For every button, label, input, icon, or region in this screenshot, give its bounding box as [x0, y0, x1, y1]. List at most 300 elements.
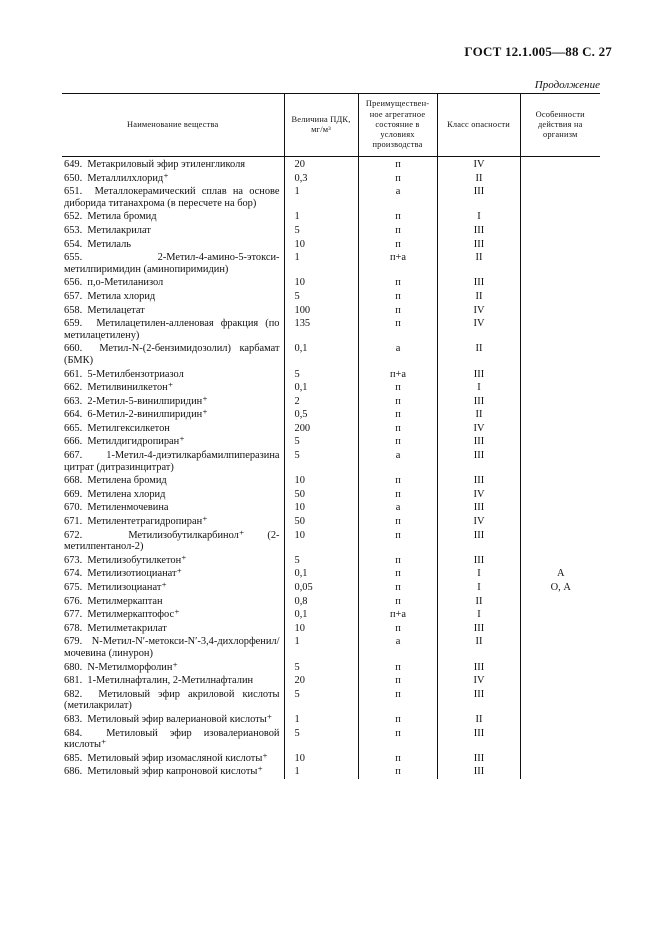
- hazard-class-cell: I: [437, 210, 520, 224]
- pdk-value-cell: 10: [284, 752, 358, 766]
- body-effect-cell: [520, 674, 600, 688]
- substance-name-cell: [62, 474, 284, 488]
- table-row: [62, 395, 600, 409]
- pdk-value-cell: 10: [284, 622, 358, 636]
- table-row: [62, 368, 600, 382]
- hazard-class-cell: II: [437, 290, 520, 304]
- pdk-value-cell: 1: [284, 251, 358, 276]
- substance-name: Метилизобутилкарбинол⁺ (2-метилпентанол-2): [64, 529, 280, 553]
- substance-name-cell: [62, 622, 284, 636]
- row-number: 667.: [64, 450, 83, 462]
- row-number: 683.: [64, 713, 83, 725]
- aggregate-state-cell: а: [358, 635, 437, 660]
- pdk-value-cell: 2: [284, 395, 358, 409]
- substance-name: Метила бромид: [87, 211, 157, 223]
- table-row: [62, 185, 600, 210]
- row-number: 657.: [64, 290, 83, 302]
- pdk-value-cell: 10: [284, 501, 358, 515]
- substance-name: Метилизоцианат⁺: [87, 582, 167, 593]
- substance-name: Метилизобутилкетон⁺: [87, 554, 187, 566]
- aggregate-state-cell: п: [358, 661, 437, 675]
- pdk-value-cell: 200: [284, 422, 358, 436]
- row-number: 671.: [64, 516, 83, 528]
- body-effect-cell: [520, 622, 600, 636]
- column-header-class: Класс опасности: [437, 94, 520, 157]
- substance-name: Метилацетилен-алленовая фракция (по метилацетилену): [64, 318, 280, 341]
- body-effect-cell: [520, 185, 600, 210]
- substance-name: Металлокерамический сплав на основе диборида титанахрома (в пересчете на бор): [64, 186, 280, 209]
- body-effect-cell: [520, 381, 600, 395]
- row-number: 650.: [64, 172, 83, 184]
- body-effect-cell: [520, 238, 600, 252]
- hazard-class-cell: III: [437, 529, 520, 554]
- substance-name-cell: [62, 595, 284, 609]
- row-number: 669.: [64, 488, 83, 500]
- hazard-class-cell: I: [437, 581, 520, 595]
- pdk-value-cell: 5: [284, 435, 358, 449]
- body-effect-cell: [520, 276, 600, 290]
- hazard-class-cell: III: [437, 474, 520, 488]
- aggregate-state-cell: п: [358, 172, 437, 186]
- hazard-class-cell: III: [437, 238, 520, 252]
- substance-name-cell: [62, 501, 284, 515]
- pdk-value-cell: 5: [284, 727, 358, 752]
- pdk-value-cell: 5: [284, 290, 358, 304]
- substance-name-cell: [62, 581, 284, 595]
- table-row: [62, 752, 600, 766]
- hazard-class-cell: I: [437, 381, 520, 395]
- hazard-class-cell: IV: [437, 157, 520, 172]
- substance-name-cell: [62, 713, 284, 727]
- substances-table: [62, 93, 600, 779]
- body-effect-cell: [520, 765, 600, 779]
- table-row: [62, 635, 600, 660]
- body-effect-cell: [520, 501, 600, 515]
- table-row: [62, 674, 600, 688]
- aggregate-state-cell: п: [358, 317, 437, 342]
- table-row: [62, 688, 600, 713]
- aggregate-state-cell: п: [358, 210, 437, 224]
- hazard-class-cell: IV: [437, 422, 520, 436]
- table-row: [62, 317, 600, 342]
- body-effect-cell: [520, 422, 600, 436]
- substance-name-cell: [62, 276, 284, 290]
- substance-name-cell: [62, 381, 284, 395]
- substance-name: Метилгексилкетон: [87, 422, 170, 434]
- substance-name-cell: [62, 210, 284, 224]
- table-row: [62, 408, 600, 422]
- pdk-value-cell: 0,1: [284, 342, 358, 367]
- aggregate-state-cell: п: [358, 515, 437, 529]
- hazard-class-cell: II: [437, 408, 520, 422]
- substance-name-cell: [62, 304, 284, 318]
- body-effect-cell: [520, 449, 600, 474]
- substance-name-cell: [62, 224, 284, 238]
- substance-name: п,о-Метиланизол: [87, 277, 164, 289]
- substance-name-cell: [62, 290, 284, 304]
- table-row: [62, 567, 600, 581]
- table-row: [62, 381, 600, 395]
- aggregate-state-cell: п: [358, 290, 437, 304]
- row-number: 679.: [64, 636, 83, 648]
- substance-name-cell: [62, 529, 284, 554]
- table-row: [62, 251, 600, 276]
- pdk-value-cell: 0,5: [284, 408, 358, 422]
- aggregate-state-cell: п: [358, 395, 437, 409]
- aggregate-state-cell: п: [358, 238, 437, 252]
- aggregate-state-cell: а: [358, 185, 437, 210]
- hazard-class-cell: I: [437, 608, 520, 622]
- aggregate-state-cell: п: [358, 595, 437, 609]
- pdk-value-cell: 5: [284, 688, 358, 713]
- hazard-class-cell: III: [437, 661, 520, 675]
- substance-name: Метиловый эфир изомасляной кислоты⁺: [87, 752, 268, 764]
- hazard-class-cell: II: [437, 635, 520, 660]
- row-number: 673.: [64, 554, 83, 566]
- substance-name-cell: [62, 251, 284, 276]
- body-effect-cell: [520, 251, 600, 276]
- aggregate-state-cell: п: [358, 752, 437, 766]
- column-header-name: Наименование вещества: [62, 94, 284, 157]
- substance-name-cell: [62, 435, 284, 449]
- table-row: [62, 276, 600, 290]
- pdk-value-cell: 0,1: [284, 567, 358, 581]
- substance-name-cell: [62, 554, 284, 568]
- substance-name: Метиловый эфир валериановой кислоты⁺: [87, 713, 273, 725]
- substance-name: Метилацетат: [87, 304, 145, 316]
- column-header-state: Преимущественное агрегатное состояние в условиях производства: [358, 94, 437, 157]
- aggregate-state-cell: п+а: [358, 251, 437, 276]
- aggregate-state-cell: п: [358, 688, 437, 713]
- substance-name-cell: [62, 688, 284, 713]
- hazard-class-cell: II: [437, 713, 520, 727]
- pdk-value-cell: 1: [284, 713, 358, 727]
- row-number: 670.: [64, 502, 83, 514]
- pdk-value-cell: 10: [284, 474, 358, 488]
- table-row: [62, 501, 600, 515]
- hazard-class-cell: III: [437, 395, 520, 409]
- table-row: [62, 210, 600, 224]
- row-number: 672.: [64, 529, 83, 541]
- substance-name-cell: [62, 157, 284, 172]
- hazard-class-cell: III: [437, 185, 520, 210]
- substance-name: Метилаль: [87, 238, 132, 250]
- substance-name: Метилена хлорид: [87, 488, 166, 500]
- body-effect-cell: А: [520, 567, 600, 581]
- hazard-class-cell: III: [437, 752, 520, 766]
- pdk-value-cell: 0,1: [284, 381, 358, 395]
- row-number: 651.: [64, 186, 83, 198]
- pdk-value-cell: 5: [284, 554, 358, 568]
- pdk-value-cell: 5: [284, 661, 358, 675]
- row-number: 682.: [64, 688, 83, 700]
- aggregate-state-cell: а: [358, 449, 437, 474]
- pdk-value-cell: 1: [284, 765, 358, 779]
- substance-name: Метилмеркаптофос⁺: [87, 609, 180, 621]
- table-row: [62, 304, 600, 318]
- aggregate-state-cell: п: [358, 304, 437, 318]
- hazard-class-cell: II: [437, 251, 520, 276]
- table-header-row: [62, 94, 600, 157]
- substance-name: Метил-N-(2-бензимидозолил) карбамат (БМК): [64, 343, 280, 366]
- table-row: [62, 290, 600, 304]
- pdk-value-cell: 0,1: [284, 608, 358, 622]
- substance-name-cell: [62, 368, 284, 382]
- row-number: 661.: [64, 368, 83, 380]
- substance-name-cell: [62, 674, 284, 688]
- hazard-class-cell: III: [437, 276, 520, 290]
- pdk-value-cell: 20: [284, 674, 358, 688]
- pdk-value-cell: 50: [284, 488, 358, 502]
- aggregate-state-cell: п: [358, 276, 437, 290]
- aggregate-state-cell: п+а: [358, 368, 437, 382]
- substance-name: Метилмеркаптан: [87, 595, 163, 607]
- pdk-value-cell: 5: [284, 224, 358, 238]
- pdk-value-cell: 1: [284, 635, 358, 660]
- body-effect-cell: [520, 474, 600, 488]
- substance-name: 5-Метилбензотриазол: [87, 368, 184, 380]
- hazard-class-cell: IV: [437, 317, 520, 342]
- pdk-value-cell: 0,05: [284, 581, 358, 595]
- pdk-value-cell: 5: [284, 368, 358, 382]
- pdk-value-cell: 10: [284, 238, 358, 252]
- body-effect-cell: [520, 317, 600, 342]
- table-row: [62, 157, 600, 172]
- aggregate-state-cell: п: [358, 157, 437, 172]
- substance-name: 6-Метил-2-винилпиридин⁺: [87, 409, 208, 421]
- body-effect-cell: [520, 595, 600, 609]
- substance-name: Метиловый эфир акриловой кислоты (метилакрилат): [64, 688, 280, 712]
- hazard-class-cell: III: [437, 688, 520, 713]
- aggregate-state-cell: п: [358, 435, 437, 449]
- hazard-class-cell: IV: [437, 488, 520, 502]
- body-effect-cell: [520, 752, 600, 766]
- row-number: 660.: [64, 343, 83, 355]
- substance-name: Метилдигидропиран⁺: [87, 436, 185, 448]
- substance-name-cell: [62, 608, 284, 622]
- hazard-class-cell: III: [437, 622, 520, 636]
- substance-name: Метилизотиоцианат⁺: [87, 568, 183, 580]
- hazard-class-cell: IV: [437, 674, 520, 688]
- table-row: [62, 238, 600, 252]
- substance-name-cell: [62, 567, 284, 581]
- aggregate-state-cell: п: [358, 488, 437, 502]
- row-number: 677.: [64, 609, 83, 621]
- page-header: ГОСТ 12.1.005—88 С. 27: [464, 44, 612, 59]
- table-row: [62, 488, 600, 502]
- substance-name-cell: [62, 172, 284, 186]
- substance-name-cell: [62, 765, 284, 779]
- substance-name-cell: [62, 661, 284, 675]
- table-row: [62, 172, 600, 186]
- body-effect-cell: [520, 529, 600, 554]
- aggregate-state-cell: п: [358, 529, 437, 554]
- body-effect-cell: [520, 688, 600, 713]
- row-number: 659.: [64, 318, 83, 330]
- aggregate-state-cell: п: [358, 567, 437, 581]
- substance-name: N-Метил-N′-метокси-N′-3,4-дихлорфенил/мочевина (линурон): [64, 636, 280, 659]
- table-row: [62, 661, 600, 675]
- row-number: 664.: [64, 409, 83, 421]
- aggregate-state-cell: п: [358, 474, 437, 488]
- aggregate-state-cell: п: [358, 408, 437, 422]
- body-effect-cell: [520, 554, 600, 568]
- row-number: 658.: [64, 304, 83, 316]
- row-number: 649.: [64, 159, 83, 170]
- hazard-class-cell: II: [437, 342, 520, 367]
- substance-name: Металлилхлорид⁺: [87, 172, 169, 184]
- pdk-value-cell: 5: [284, 449, 358, 474]
- table-row: [62, 342, 600, 367]
- substance-name: Метиловый эфир изовалериановой кислоты⁺: [64, 727, 280, 751]
- body-effect-cell: [520, 210, 600, 224]
- substance-name: Метиловый эфир капроновой кислоты⁺: [87, 766, 263, 778]
- aggregate-state-cell: п: [358, 674, 437, 688]
- body-effect-cell: [520, 224, 600, 238]
- row-number: 675.: [64, 582, 83, 593]
- hazard-class-cell: II: [437, 595, 520, 609]
- pdk-value-cell: 10: [284, 529, 358, 554]
- hazard-class-cell: IV: [437, 304, 520, 318]
- row-number: 686.: [64, 766, 83, 778]
- pdk-value-cell: 20: [284, 157, 358, 172]
- aggregate-state-cell: п: [358, 622, 437, 636]
- body-effect-cell: [520, 342, 600, 367]
- aggregate-state-cell: п: [358, 224, 437, 238]
- aggregate-state-cell: п: [358, 765, 437, 779]
- table-body: [62, 157, 600, 779]
- pdk-value-cell: 0,8: [284, 595, 358, 609]
- aggregate-state-cell: а: [358, 501, 437, 515]
- table-row: [62, 474, 600, 488]
- table-row: [62, 554, 600, 568]
- substance-name: 1-Метил-4-диэтилкарбамилпиперазина цитрат (дитразинцитрат): [64, 450, 280, 473]
- substance-name-cell: [62, 185, 284, 210]
- aggregate-state-cell: п: [358, 381, 437, 395]
- substance-name-cell: [62, 752, 284, 766]
- row-number: 676.: [64, 595, 83, 607]
- substance-name: Метила хлорид: [87, 290, 156, 302]
- table-row: [62, 622, 600, 636]
- row-number: 666.: [64, 436, 83, 448]
- hazard-class-cell: III: [437, 727, 520, 752]
- hazard-class-cell: III: [437, 765, 520, 779]
- table-row: [62, 608, 600, 622]
- table-row: [62, 224, 600, 238]
- substance-name-cell: [62, 342, 284, 367]
- substance-name: Метакриловый эфир этиленгликоля: [87, 159, 246, 170]
- table-row: [62, 713, 600, 727]
- substance-name: 2-Метил-4-амино-5-этокси-метилпиримидин (аминопиримидин): [64, 252, 280, 275]
- table-row: [62, 529, 600, 554]
- body-effect-cell: [520, 488, 600, 502]
- body-effect-cell: [520, 290, 600, 304]
- body-effect-cell: [520, 661, 600, 675]
- hazard-class-cell: III: [437, 368, 520, 382]
- hazard-class-cell: I: [437, 567, 520, 581]
- table-row: [62, 595, 600, 609]
- pdk-value-cell: 10: [284, 276, 358, 290]
- aggregate-state-cell: п: [358, 581, 437, 595]
- hazard-class-cell: IV: [437, 515, 520, 529]
- aggregate-state-cell: п: [358, 727, 437, 752]
- substance-name: 2-Метил-5-винилпиридин⁺: [87, 395, 208, 407]
- substance-name-cell: [62, 449, 284, 474]
- body-effect-cell: [520, 727, 600, 752]
- body-effect-cell: [520, 157, 600, 172]
- row-number: 652.: [64, 211, 83, 223]
- body-effect-cell: [520, 408, 600, 422]
- row-number: 685.: [64, 752, 83, 764]
- hazard-class-cell: III: [437, 449, 520, 474]
- pdk-value-cell: 1: [284, 210, 358, 224]
- body-effect-cell: [520, 713, 600, 727]
- continuation-label: Продолжение: [534, 79, 600, 91]
- substance-name-cell: [62, 635, 284, 660]
- aggregate-state-cell: п: [358, 554, 437, 568]
- body-effect-cell: [520, 515, 600, 529]
- substance-name-cell: [62, 395, 284, 409]
- hazard-class-cell: III: [437, 554, 520, 568]
- pdk-value-cell: 50: [284, 515, 358, 529]
- substance-name: Метилена бромид: [87, 475, 167, 487]
- substance-name: Метиленмочевина: [87, 502, 169, 514]
- substance-name-cell: [62, 317, 284, 342]
- substance-name-cell: [62, 515, 284, 529]
- row-number: 653.: [64, 224, 83, 236]
- body-effect-cell: [520, 172, 600, 186]
- substance-name: Метилвинилкетон⁺: [87, 382, 174, 394]
- body-effect-cell: [520, 608, 600, 622]
- hazard-class-cell: II: [437, 172, 520, 186]
- body-effect-cell: О, А: [520, 581, 600, 595]
- body-effect-cell: [520, 304, 600, 318]
- row-number: 680.: [64, 661, 83, 673]
- row-number: 674.: [64, 568, 83, 580]
- body-effect-cell: [520, 395, 600, 409]
- table-row: [62, 422, 600, 436]
- table-row: [62, 765, 600, 779]
- pdk-value-cell: 1: [284, 185, 358, 210]
- row-number: 654.: [64, 238, 83, 250]
- table-row: [62, 727, 600, 752]
- hazard-class-cell: III: [437, 501, 520, 515]
- pdk-value-cell: 100: [284, 304, 358, 318]
- row-number: 656.: [64, 277, 83, 289]
- table-row: [62, 581, 600, 595]
- aggregate-state-cell: п+а: [358, 608, 437, 622]
- body-effect-cell: [520, 368, 600, 382]
- aggregate-state-cell: а: [358, 342, 437, 367]
- body-effect-cell: [520, 435, 600, 449]
- substance-name: Метилметакрилат: [87, 622, 167, 634]
- table-row: [62, 515, 600, 529]
- substance-name-cell: [62, 727, 284, 752]
- substance-name-cell: [62, 488, 284, 502]
- row-number: 663.: [64, 395, 83, 407]
- row-number: 668.: [64, 475, 83, 487]
- substance-name-cell: [62, 238, 284, 252]
- hazard-class-cell: III: [437, 435, 520, 449]
- table-row: [62, 435, 600, 449]
- table-row: [62, 449, 600, 474]
- substance-name: Метилентетрагидропиран⁺: [87, 516, 208, 528]
- pdk-value-cell: 135: [284, 317, 358, 342]
- pdk-value-cell: 0,3: [284, 172, 358, 186]
- column-header-pdk: Величина ПДК, мг/м³: [284, 94, 358, 157]
- hazard-class-cell: III: [437, 224, 520, 238]
- row-number: 655.: [64, 252, 83, 264]
